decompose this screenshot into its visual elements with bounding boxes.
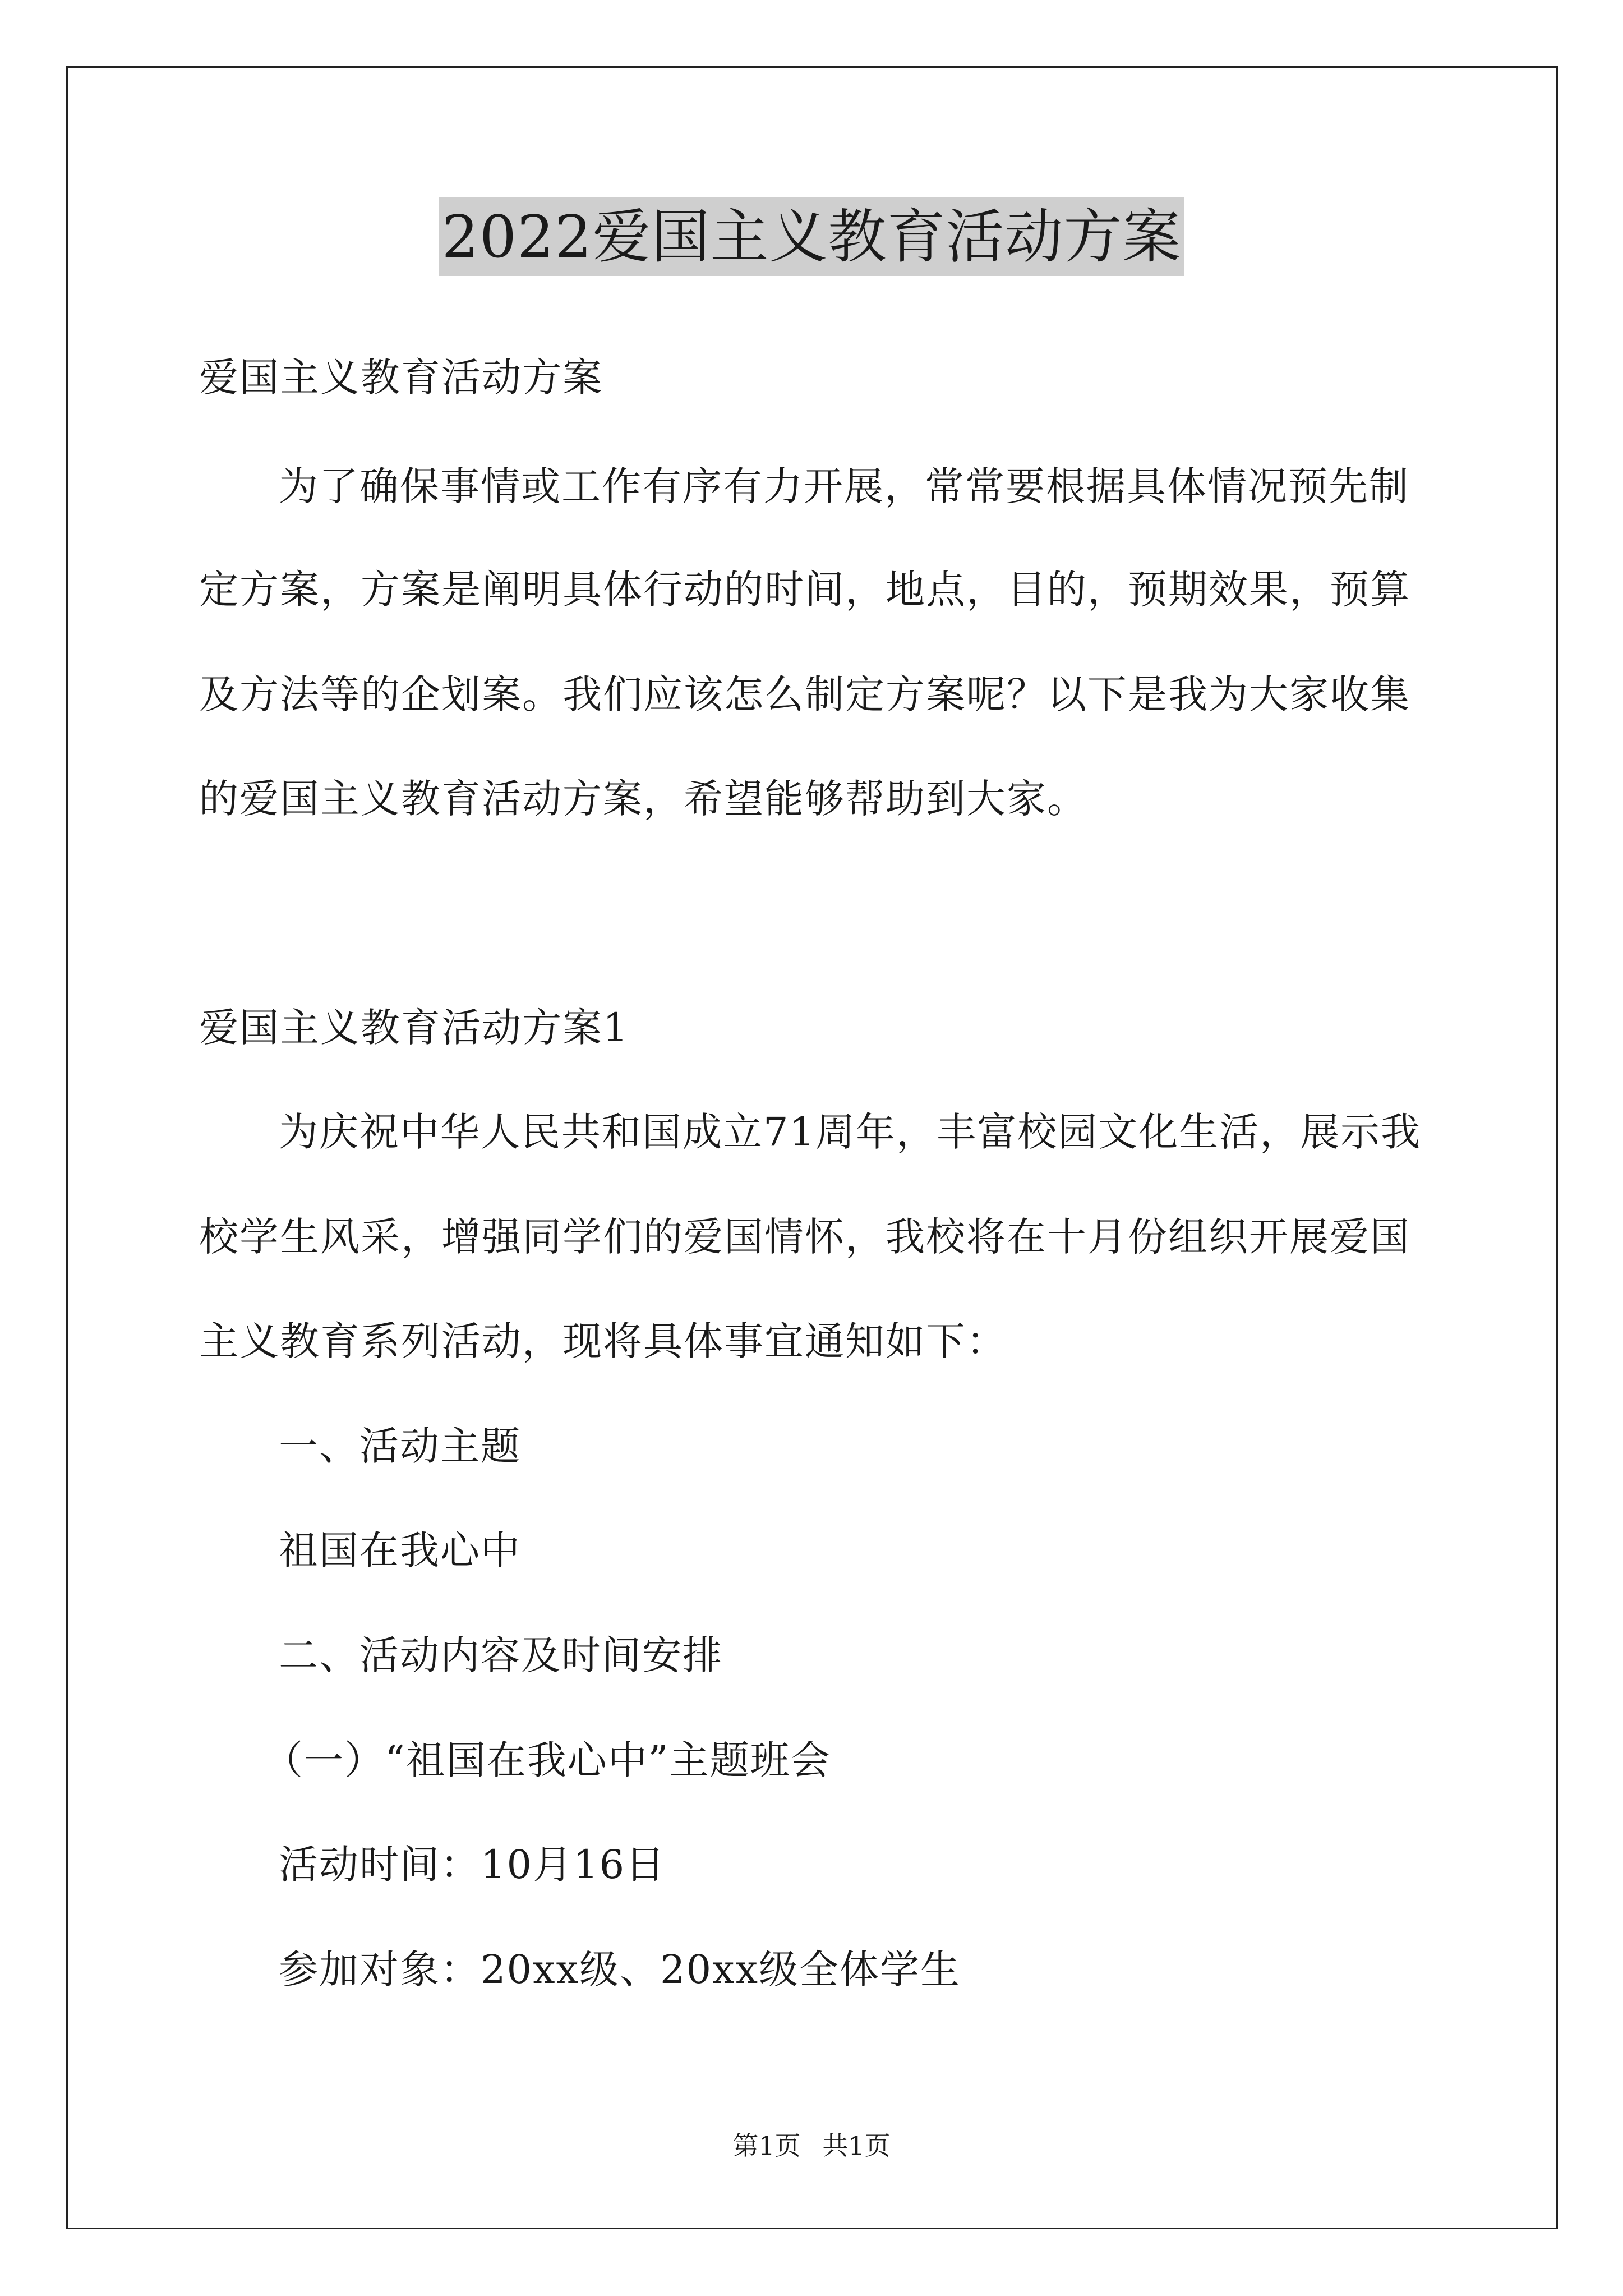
page-number: 第1页 <box>732 2131 801 2161</box>
list-heading: 二、活动内容及时间安排 <box>279 1632 723 1678</box>
page-total: 共1页 <box>822 2131 891 2161</box>
paragraph-line: 定方案，方案是阐明具体行动的时间，地点，目的，预期效果，预算 <box>199 567 1410 613</box>
paragraph-line: 校学生风采，增强同学们的爱国情怀，我校将在十月份组织开展爱国 <box>199 1214 1410 1260</box>
paragraph-line: 及方法等的企划案。我们应该怎么制定方案呢？以下是我为大家收集 <box>199 671 1410 717</box>
paragraph-line: 主义教育系列活动，现将具体事宜通知如下： <box>199 1318 1007 1364</box>
document-title: 2022爱国主义教育活动方案 <box>439 197 1185 276</box>
title-container <box>0 197 1623 276</box>
paragraph-line: 祖国在我心中 <box>279 1527 521 1573</box>
subtitle-line: 爱国主义教育活动方案 <box>199 355 603 401</box>
subsection-heading: （一）“祖国在我心中”主题班会 <box>264 1737 831 1783</box>
paragraph-line: 参加对象：20xx级、20xx级全体学生 <box>279 1947 961 1993</box>
list-heading: 一、活动主题 <box>279 1423 521 1469</box>
paragraph-line: 的爱国主义教育活动方案，希望能够帮助到大家。 <box>199 776 1087 822</box>
page-footer <box>0 2129 1623 2162</box>
section-heading: 爱国主义教育活动方案1 <box>199 1005 629 1051</box>
paragraph-line: 为了确保事情或工作有序有力开展，常常要根据具体情况预先制 <box>279 463 1409 509</box>
paragraph-line: 为庆祝中华人民共和国成立71周年，丰富校园文化生活，展示我 <box>279 1109 1422 1155</box>
paragraph-line: 活动时间：10月16日 <box>279 1842 666 1888</box>
